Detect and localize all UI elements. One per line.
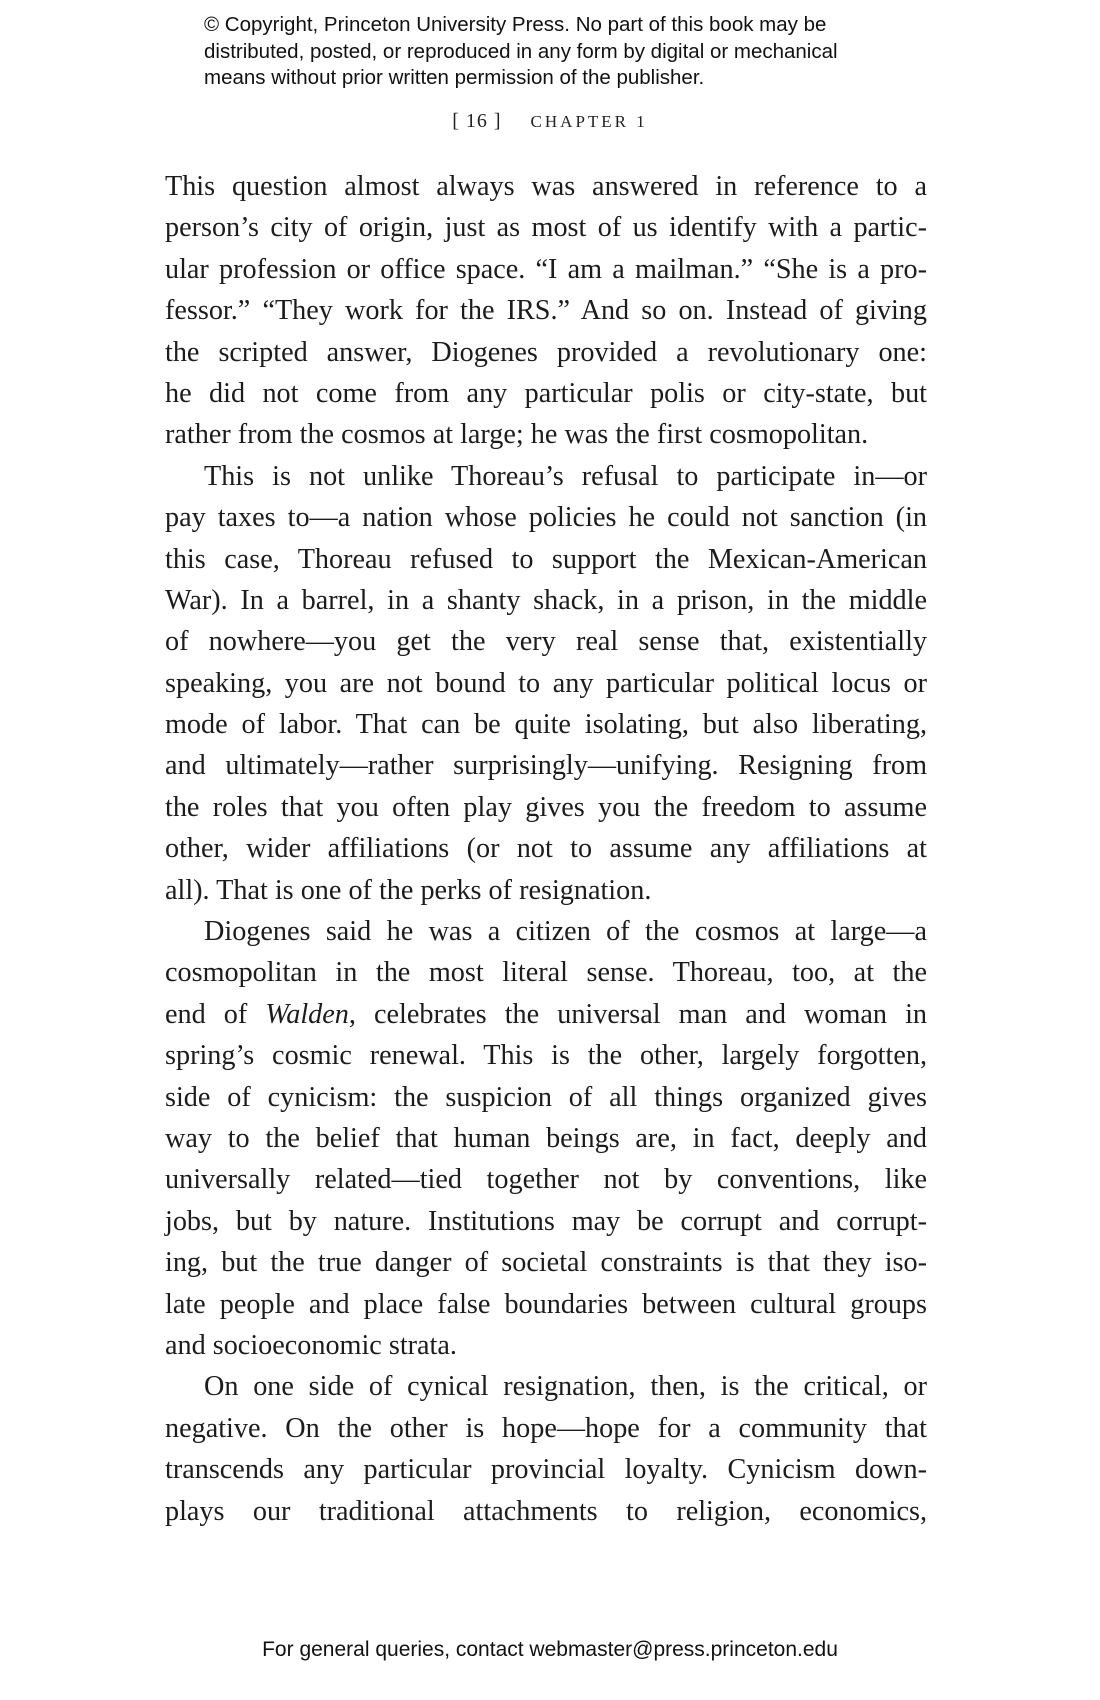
text-line: speaking, you are not bound to any particular political locus or (165, 667, 927, 699)
text-segment: , celebrates the universal man and woman in (348, 998, 927, 1030)
text-line: of nowhere—you get the very real sense that, existentially (165, 626, 927, 658)
text-line: ing, but the true danger of societal constraints is that they iso- (165, 1247, 927, 1279)
text-line: side of cynicism: the suspicion of all things organized gives (165, 1081, 927, 1113)
text-line: way to the belief that human beings are, in fact, deeply and (165, 1122, 927, 1154)
copyright-line: © Copyright, Princeton University Press. No part of this book may be (204, 13, 827, 36)
paragraph (165, 166, 927, 456)
copyright-line: means without prior written permission of the publisher. (204, 66, 705, 89)
text-line: the roles that you often play gives you the freedom to assume (165, 791, 927, 823)
text-line: mode of labor. That can be quite isolating, but also liberating, (165, 709, 927, 741)
book-title: Walden (265, 998, 349, 1030)
text-line: War). In a barrel, in a shanty shack, in a prison, in the middle (165, 584, 927, 616)
footer-contact: For general queries, contact webmaster@press.princeton.edu (262, 1638, 838, 1661)
paragraph (165, 1366, 927, 1532)
text-line: this case, Thoreau refused to support the Mexican-American (165, 543, 927, 575)
text-line: On one side of cynical resignation, then, is the critical, or (204, 1371, 927, 1403)
text-line: universally related—tied together not by conventions, like (165, 1164, 927, 1196)
text-line: and socioeconomic strata. (165, 1329, 457, 1361)
running-head (0, 110, 1100, 133)
text-line: negative. On the other is hope—hope for a community that (165, 1412, 927, 1444)
text-line: person’s city of origin, just as most of us identify with a partic- (165, 212, 927, 244)
text-line: other, wider affiliations (or not to assume any affiliations at (165, 833, 927, 865)
copyright-notice (204, 12, 924, 92)
text-line: all). That is one of the perks of resignation. (165, 874, 652, 906)
text-line: This question almost always was answered in reference to a (165, 171, 927, 202)
chapter-label: CHAPTER 1 (530, 112, 648, 131)
text-line: spring’s cosmic renewal. This is the other, largely forgotten, (165, 1040, 927, 1072)
text-line: late people and place false boundaries between cultural groups (165, 1288, 927, 1320)
text-line: pay taxes to—a nation whose policies he could not sanction (in (165, 502, 927, 534)
text-line (165, 994, 927, 1035)
text-line: This is not unlike Thoreau’s refusal to participate in—or (204, 460, 927, 492)
text-line: transcends any particular provincial loyalty. Cynicism down- (165, 1454, 927, 1486)
text-line: plays our traditional attachments to religion, economics, (165, 1495, 927, 1527)
text-line: rather from the cosmos at large; he was the first cosmopolitan. (165, 419, 869, 451)
text-line: he did not come from any particular polis or city-state, but (165, 377, 927, 409)
text-segment: end of (165, 998, 266, 1030)
text-line: fessor.” “They work for the IRS.” And so on. Instead of giving (165, 295, 927, 327)
body-text (165, 166, 927, 1532)
text-line: ular profession or office space. “I am a mailman.” “She is a pro- (165, 253, 927, 285)
paragraph (165, 456, 927, 911)
copyright-line: distributed, posted, or reproduced in any form by digital or mechanical (204, 39, 838, 63)
page-number: [ 16 ] (452, 110, 502, 132)
paragraph (165, 911, 927, 1366)
text-line: jobs, but by nature. Institutions may be corrupt and corrupt- (165, 1205, 927, 1237)
text-line: cosmopolitan in the most literal sense. Thoreau, too, at the (165, 957, 927, 989)
text-line: and ultimately—rather surprisingly—unifying. Resigning from (165, 750, 927, 782)
text-line: the scripted answer, Diogenes provided a revolutionary one: (165, 336, 927, 368)
text-line: Diogenes said he was a citizen of the cosmos at large—a (204, 916, 927, 948)
